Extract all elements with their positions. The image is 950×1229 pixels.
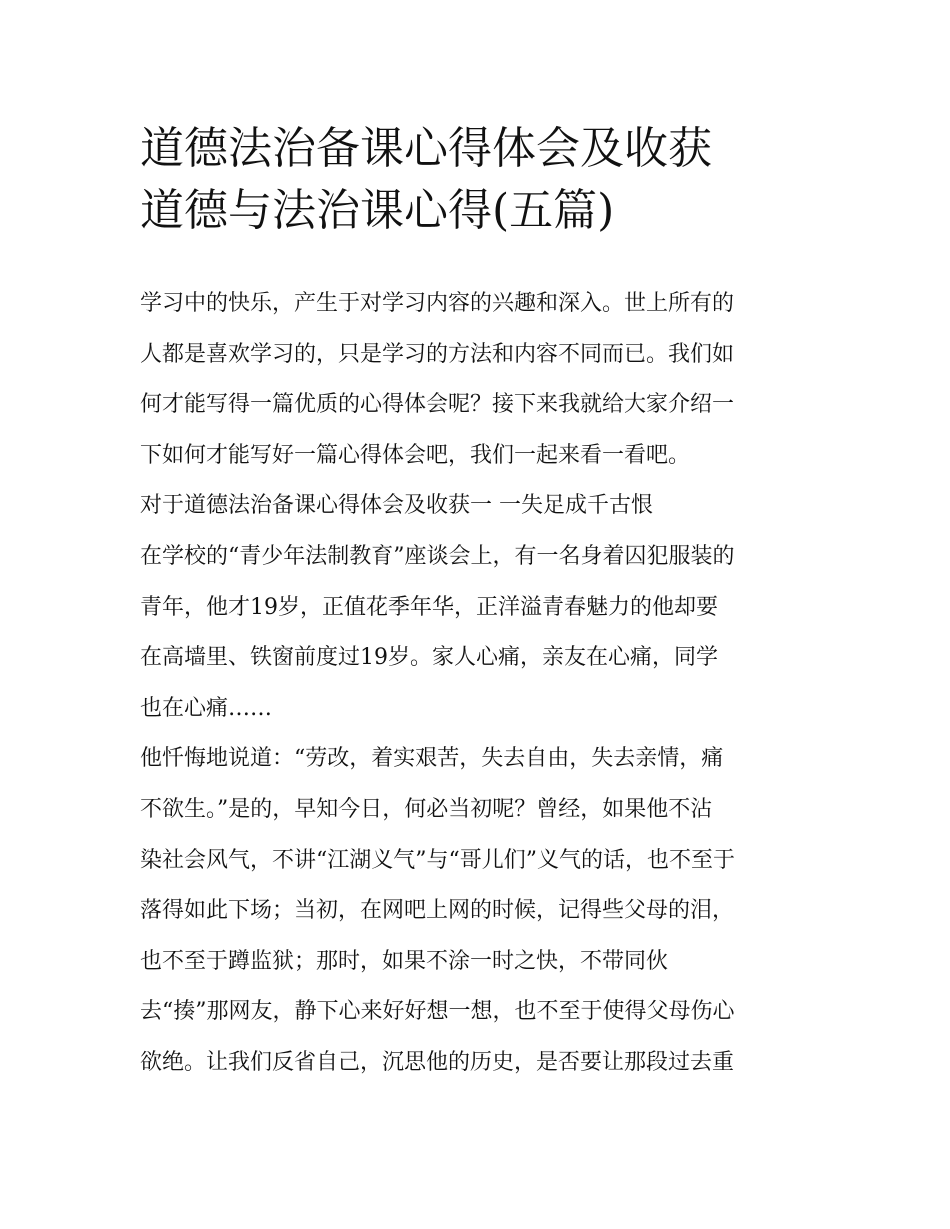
body-line: 他忏悔地说道：“劳改，着实艰苦，失去自由，失去亲情，痛: [140, 746, 724, 772]
body-line: 去“揍”那网友，静下心来好好想一想，也不至于使得父母伤心: [140, 999, 735, 1025]
body-line: 染社会风气，不讲“江湖义气”与“哥儿们”义气的话，也不至于: [140, 847, 735, 873]
title-line-1: 道德法治备课心得体会及收获: [140, 123, 712, 174]
body-line: 在高墙里、铁窗前度过19岁。家人心痛，亲友在心痛，同学: [140, 645, 718, 671]
body-line: 欲绝。让我们反省自己，沉思他的历史，是否要让那段过去重: [140, 1049, 735, 1075]
body-line: 不欲生。”是的，早知今日，何必当初呢？曾经，如果他不沾: [140, 796, 713, 822]
body-line: 落得如此下场；当初，在网吧上网的时候，记得些父母的泪，: [140, 898, 735, 924]
body-line: 也在心痛……: [140, 695, 273, 721]
document-body: [140, 279, 820, 1089]
title-line-2: 道德与法治课心得(五篇): [140, 185, 615, 236]
body-line: 何才能写得一篇优质的心得体会呢？接下来我就给大家介绍一: [140, 392, 735, 418]
body-line: 青年，他才19岁，正值花季年华，正洋溢青春魅力的他却要: [140, 594, 718, 620]
body-line: 下如何才能写好一篇心得体会吧，我们一起来看一看吧。: [140, 442, 691, 468]
body-line: 也不至于蹲监狱；那时，如果不涂一时之快，不带同伙: [140, 948, 669, 974]
body-line: 学习中的快乐，产生于对学习内容的兴趣和深入。世上所有的: [140, 291, 735, 316]
section-heading: 对于道德法治备课心得体会及收获一 一失足成千古恨: [140, 493, 653, 519]
body-line: 人都是喜欢学习的，只是学习的方法和内容不同而已。我们如: [140, 341, 735, 367]
body-line: 在学校的“青少年法制教育”座谈会上，有一名身着囚犯服装的: [140, 543, 735, 569]
document-title: [140, 118, 840, 242]
